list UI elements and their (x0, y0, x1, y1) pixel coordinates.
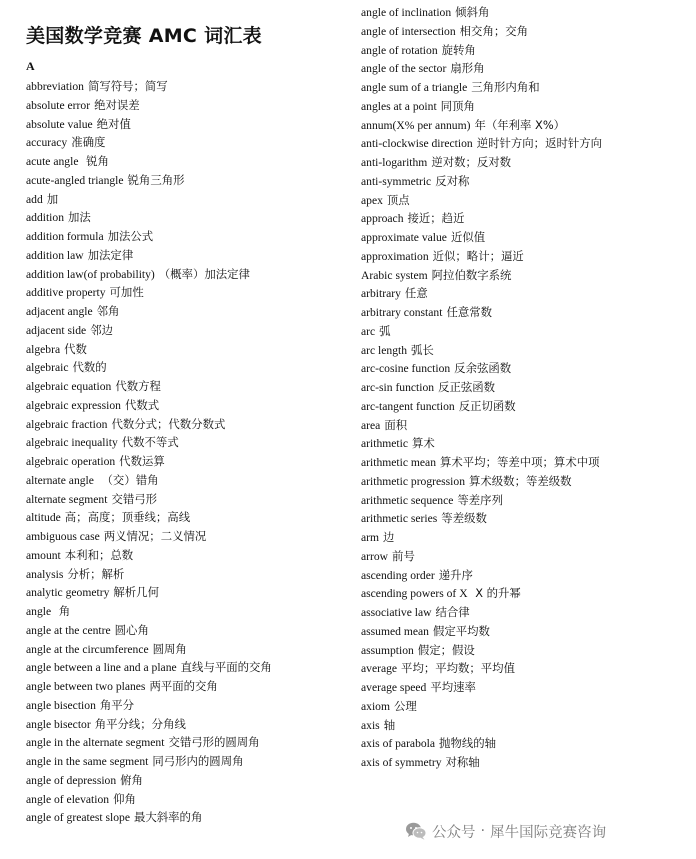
glossary-entry (361, 22, 691, 41)
glossary-entry (26, 283, 346, 302)
entry-translation: 邻角 (96, 304, 120, 318)
glossary-entry (361, 416, 691, 435)
entry-term: angle bisector (26, 717, 91, 731)
entry-term: arc (361, 324, 376, 338)
entry-translation: 分析；解析 (67, 566, 125, 581)
entry-translation: 任意 (404, 286, 428, 301)
glossary-column-right (361, 3, 691, 772)
entry-term: add (26, 192, 43, 206)
entry-term: anti-clockwise direction (361, 137, 473, 151)
entry-translation: 递升序 (438, 567, 473, 582)
entry-term: algebra (26, 342, 61, 356)
glossary-entry (361, 153, 691, 172)
glossary-entry (26, 433, 346, 452)
glossary-entry (361, 622, 691, 641)
glossary-entry (26, 790, 346, 809)
entry-term: anti-logarithm (361, 156, 428, 169)
glossary-entry (361, 322, 691, 341)
entry-term: acute-angled triangle (26, 173, 124, 187)
glossary-entry (361, 284, 691, 303)
entry-translation: 加 (46, 191, 59, 206)
entry-term: adjacent side (26, 323, 87, 337)
entry-translation: 扇形角 (450, 61, 485, 76)
glossary-entry (26, 152, 346, 171)
glossary-entry (26, 133, 346, 152)
entry-translation: 轴 (383, 717, 396, 732)
entry-translation: 结合律 (435, 605, 470, 619)
entry-term: associative law (361, 606, 432, 619)
entry-term: arrow (361, 549, 389, 563)
entry-term: alternate segment (26, 492, 108, 506)
entry-translation: 假定；假设 (417, 642, 475, 657)
glossary-entry (26, 321, 346, 340)
entry-translation: 角平分 (99, 697, 135, 712)
entry-translation: 绝对误差 (94, 97, 140, 112)
entry-translation: X 的升幂 (471, 586, 521, 601)
glossary-entry (26, 490, 346, 509)
entry-term: angle bisection (26, 698, 96, 712)
glossary-entry (26, 208, 346, 227)
entry-term: axis of symmetry (361, 756, 442, 769)
glossary-entry (361, 697, 691, 716)
glossary-entry (361, 734, 691, 753)
glossary-entry (26, 715, 346, 734)
entry-term: angle between a line and a plane (26, 661, 177, 675)
glossary-entry (26, 302, 346, 321)
entry-term: angle in the alternate segment (26, 736, 165, 750)
entry-translation: 反正弦函数 (438, 380, 496, 394)
glossary-entry (26, 265, 346, 284)
glossary-entry (361, 41, 691, 60)
watermark-label: 公众号 (432, 824, 476, 841)
glossary-entry (361, 191, 691, 210)
entry-translation: 加法定律 (87, 247, 134, 262)
glossary-entry (26, 452, 346, 471)
entry-translation: 任意常数 (446, 305, 493, 319)
entry-translation: 本利和；总数 (64, 547, 134, 562)
section-letter: A (26, 59, 35, 73)
watermark-account: 犀牛国际竞赛咨询 (490, 824, 607, 841)
entry-term: ambiguous case (26, 530, 100, 543)
entry-term: arc-tangent function (361, 399, 455, 413)
glossary-entry (26, 527, 346, 546)
entry-term: axiom (361, 699, 390, 713)
entry-translation: 面积 (384, 417, 408, 432)
entry-translation: 两平面的交角 (149, 679, 218, 693)
entry-translation: 同弓形内的圆周角 (152, 754, 244, 768)
glossary-entry (361, 247, 691, 266)
entry-term: algebraic operation (26, 455, 116, 468)
glossary-entry (361, 97, 691, 116)
glossary-entry (26, 546, 346, 565)
entry-term: arithmetic (361, 437, 408, 451)
glossary-entry (26, 565, 346, 584)
watermark-separator: · (480, 823, 486, 839)
entry-translation: 近似；略计；逼近 (432, 248, 524, 263)
entry-term: Arabic system (361, 268, 428, 282)
glossary-entry (26, 658, 346, 677)
entry-translation: （概率）加法定律 (158, 266, 250, 281)
glossary-entry (26, 621, 346, 640)
glossary-entry (361, 116, 691, 135)
entry-term: accuracy (26, 136, 68, 150)
entry-term: angle of the sector (361, 62, 447, 76)
entry-term: altitude (26, 511, 61, 525)
entry-translation: 交错弓形的圆周角 (168, 735, 260, 750)
entry-translation: 旋转角 (441, 42, 476, 57)
entry-translation: 角 (55, 604, 71, 618)
glossary-entry (361, 228, 691, 247)
glossary-entry (361, 172, 691, 191)
wechat-icon (405, 821, 427, 841)
entry-translation: 两义情况；二义情况 (103, 529, 207, 543)
entry-translation: 角平分线；分角线 (94, 716, 186, 731)
entry-term: angle of elevation (26, 792, 110, 806)
entry-term: approximate value (361, 231, 447, 244)
entry-translation: 算术平均；等差中项；算术中项 (440, 455, 600, 469)
entry-translation: 边 (383, 530, 395, 544)
entry-term: algebraic fraction (26, 417, 108, 431)
glossary-entry (26, 696, 346, 715)
entry-term: angle of greatest slope (26, 811, 130, 825)
entry-translation: 假定平均数 (432, 623, 490, 638)
entry-translation: 圆周角 (152, 641, 187, 656)
glossary-entry (361, 453, 691, 472)
glossary-entry (26, 677, 346, 696)
glossary-entry (361, 491, 691, 510)
entry-translation: 圆心角 (114, 622, 149, 637)
glossary-entry (361, 303, 691, 322)
entry-translation: 锐角三角形 (127, 172, 185, 187)
entry-term: angle of depression (26, 773, 117, 787)
entry-term: axis of parabola (361, 737, 436, 751)
entry-translation: 等差序列 (457, 492, 503, 507)
glossary-entry (361, 266, 691, 285)
glossary-entry (26, 808, 346, 827)
glossary-entry (361, 472, 691, 491)
entry-translation: 抛物线的轴 (439, 736, 497, 751)
entry-translation: 同顶角 (440, 98, 475, 113)
entry-term: assumption (361, 643, 414, 657)
entry-translation: 前号 (392, 548, 415, 563)
entry-translation: 代数不等式 (121, 435, 179, 450)
entry-term: adjacent angle (26, 305, 93, 318)
entry-term: angle in the same segment (26, 755, 149, 768)
glossary-entry (26, 602, 346, 621)
entry-term: absolute error (26, 98, 91, 112)
entry-term: additive property (26, 286, 106, 300)
entry-translation: 相交角；交角 (459, 23, 529, 38)
entry-translation: （交）错角 (97, 472, 159, 487)
glossary-column-left (26, 77, 346, 827)
glossary-entry (26, 358, 346, 377)
glossary-entry (361, 528, 691, 547)
entry-translation: 弧长 (411, 342, 434, 357)
entry-translation: 俯角 (120, 772, 143, 787)
entry-term: angle sum of a triangle (361, 81, 468, 94)
entry-term: assumed mean (361, 624, 429, 638)
glossary-entry (361, 641, 691, 660)
entry-translation: 解析几何 (113, 585, 159, 600)
entry-term: ascending order (361, 568, 435, 582)
entry-translation: 弧 (379, 323, 391, 338)
entry-term: algebraic (26, 361, 69, 375)
entry-term: annum(X% per annum) (361, 118, 471, 132)
entry-term: angle (26, 605, 52, 618)
glossary-entry (26, 640, 346, 659)
entry-term: abbreviation (26, 80, 84, 93)
entry-translation: 三角形内角和 (471, 80, 540, 94)
entry-term: approach (361, 212, 404, 226)
entry-translation: 最大斜率的角 (133, 810, 203, 825)
entry-term: acute angle (26, 155, 79, 168)
glossary-entry (361, 209, 691, 228)
entry-term: apex (361, 193, 383, 207)
entry-translation: 锐角 (82, 154, 109, 168)
entry-translation: 准确度 (71, 135, 106, 150)
entry-term: angle of rotation (361, 43, 438, 57)
glossary-entry (361, 678, 691, 697)
entry-translation: 简写符号；简写 (87, 79, 168, 93)
glossary-entry (26, 508, 346, 527)
entry-term: addition formula (26, 230, 104, 243)
glossary-entry (26, 752, 346, 771)
entry-translation: 代数分式；代数分数式 (111, 416, 226, 431)
glossary-entry (26, 396, 346, 415)
entry-term: approximation (361, 249, 429, 263)
entry-translation: 反正切函数 (458, 398, 516, 413)
entry-term: amount (26, 548, 61, 562)
glossary-entry (361, 547, 691, 566)
entry-term: analytic geometry (26, 586, 110, 600)
entry-translation: 绝对值 (96, 116, 131, 131)
entry-term: alternate angle (26, 473, 94, 487)
entry-term: anti-symmetric (361, 174, 432, 188)
entry-translation: 代数式 (124, 397, 160, 412)
glossary-entry (26, 583, 346, 602)
glossary-entry (26, 246, 346, 265)
glossary-entry (26, 771, 346, 790)
entry-term: angle between two planes (26, 680, 146, 693)
entry-term: arc-cosine function (361, 362, 451, 376)
glossary-entry (361, 3, 691, 22)
entry-term: addition law (26, 248, 84, 262)
glossary-entry (361, 603, 691, 622)
entry-translation: 平均速率 (430, 680, 476, 694)
entry-translation: 阿拉伯数字系统 (431, 267, 512, 282)
entry-term: average speed (361, 681, 427, 694)
glossary-entry (26, 96, 346, 115)
entry-term: angle at the centre (26, 623, 111, 637)
entry-translation: 代数的 (72, 360, 107, 375)
glossary-entry (26, 115, 346, 134)
entry-translation: 交错弓形 (111, 491, 158, 506)
entry-term: arithmetic mean (361, 456, 437, 469)
entry-translation: 算术 (412, 436, 435, 451)
entry-term: arithmetic series (361, 512, 438, 526)
glossary-entry (361, 359, 691, 378)
entry-term: arbitrary (361, 287, 401, 301)
entry-translation: 邻边 (90, 322, 113, 337)
glossary-entry (361, 134, 691, 153)
glossary-entry (26, 415, 346, 434)
glossary-entry (26, 171, 346, 190)
entry-term: angle at the circumference (26, 642, 149, 656)
entry-term: addition (26, 211, 64, 225)
entry-term: area (361, 418, 381, 432)
entry-translation: 算术级数；等差级数 (469, 473, 572, 488)
entry-term: algebraic inequality (26, 436, 118, 450)
entry-translation: 反余弦函数 (454, 361, 512, 376)
entry-term: arithmetic progression (361, 474, 465, 488)
entry-translation: 公理 (393, 698, 417, 713)
watermark (405, 818, 606, 844)
glossary-entry (361, 753, 691, 772)
glossary-entry (361, 716, 691, 735)
glossary-entry (26, 340, 346, 359)
page-title: 美国数学竞赛 AMC 词汇表 (26, 25, 262, 47)
entry-term: arc-sin function (361, 381, 435, 394)
entry-term: absolute value (26, 117, 93, 131)
entry-translation: 反对称 (435, 173, 470, 188)
glossary-entry (361, 341, 691, 360)
glossary-entry (361, 566, 691, 585)
entry-translation: 年（年利率 X%） (474, 117, 566, 132)
entry-term: algebraic equation (26, 380, 112, 393)
entry-translation: 加法 (68, 210, 91, 225)
entry-term: axis (361, 718, 380, 732)
entry-term: arc length (361, 343, 408, 357)
entry-translation: 代数方程 (115, 379, 161, 393)
entry-term: ascending powers of X (361, 587, 468, 601)
entry-term: algebraic expression (26, 398, 121, 412)
glossary-entry (361, 584, 691, 603)
glossary-entry (361, 78, 691, 97)
entry-translation: 加法公式 (107, 229, 154, 243)
glossary-entry (26, 227, 346, 246)
glossary-entry (361, 509, 691, 528)
entry-term: arm (361, 531, 380, 544)
entry-term: addition law(of probability) (26, 267, 155, 281)
entry-term: arbitrary constant (361, 306, 443, 319)
entry-translation: 仰角 (113, 791, 136, 806)
entry-term: analysis (26, 567, 64, 581)
glossary-entry (26, 733, 346, 752)
glossary-entry (361, 378, 691, 397)
glossary-entry (26, 190, 346, 209)
entry-term: arithmetic sequence (361, 493, 454, 507)
entry-term: angle of intersection (361, 24, 456, 38)
entry-term: angle of inclination (361, 6, 452, 19)
glossary-entry (26, 377, 346, 396)
entry-translation: 高；高度；顶垂线；高线 (64, 510, 191, 525)
entry-translation: 对称轴 (445, 755, 480, 769)
glossary-entry (361, 659, 691, 678)
entry-translation: 接近；趋近 (407, 211, 465, 226)
entry-translation: 顶点 (386, 192, 410, 207)
glossary-entry (26, 77, 346, 96)
entry-translation: 可加性 (109, 285, 144, 300)
entry-term: angles at a point (361, 99, 437, 113)
entry-translation: 近似值 (450, 230, 486, 244)
entry-translation: 等差级数 (441, 511, 487, 526)
entry-term: average (361, 662, 398, 676)
entry-translation: 代数运算 (119, 454, 165, 468)
entry-translation: 代数 (64, 341, 87, 356)
glossary-entry (26, 471, 346, 490)
entry-translation: 逆时针方向；返时针方向 (476, 136, 603, 151)
entry-translation: 倾斜角 (455, 5, 490, 19)
glossary-entry (361, 397, 691, 416)
entry-translation: 平均；平均数；平均值 (401, 661, 515, 676)
entry-translation: 逆对数；反对数 (431, 155, 512, 169)
glossary-entry (361, 59, 691, 78)
entry-translation: 直线与平面的交角 (180, 660, 272, 675)
glossary-entry (361, 434, 691, 453)
